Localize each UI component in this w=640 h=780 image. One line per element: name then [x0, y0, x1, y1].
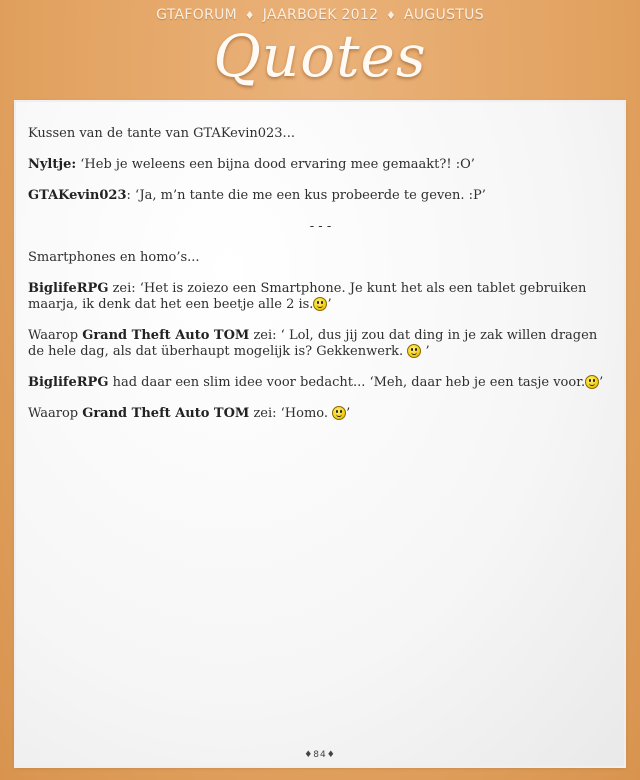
quote-speaker: GTAKevin023 [28, 188, 127, 203]
quote-paragraph [28, 375, 613, 391]
diamond-separator: ♦ [244, 9, 255, 22]
quote-paragraph [28, 328, 613, 360]
smiley-icon [585, 375, 599, 389]
quote-speaker: Grand Theft Auto TOM [82, 406, 250, 421]
quote-prefix: Waarop [28, 328, 83, 343]
page-number: ♦84♦ [304, 750, 336, 760]
smiley-icon [332, 406, 346, 420]
quote-end: ’ [421, 344, 430, 359]
page-title: Quotes [213, 22, 427, 90]
quote-speaker: BiglifeRPG [28, 281, 109, 296]
quote-text: zei: ‘Het is zoiezo een Smartphone. Je kunt het als een tablet gebruiken maarja, ik denk dat het een beetje alle 2 is. [28, 281, 587, 312]
quote-prefix: Waarop [28, 406, 83, 421]
smiley-icon [313, 297, 327, 311]
quote-speaker: Grand Theft Auto TOM [82, 328, 250, 343]
section-title: Kussen van de tante van GTAKevin023... [28, 126, 295, 141]
quote-paragraph [28, 281, 613, 313]
content-panel [16, 102, 624, 766]
quote-text: : ‘Ja, m’n tante die me een kus probeerde te geven. :P’ [126, 188, 486, 203]
quote-paragraph [28, 188, 613, 204]
quote-paragraph [28, 157, 613, 173]
forum-name: GTAFORUM [156, 7, 238, 23]
quote-text: ‘Heb je weleens een bijna dood ervaring mee gemaakt?! :O’ [76, 157, 475, 172]
section-divider: - - - [309, 219, 332, 234]
quote-end: ’ [327, 297, 332, 312]
smiley-icon [407, 344, 421, 358]
yearbook-label: JAARBOEK 2012 [262, 7, 379, 23]
quote-paragraph [28, 406, 613, 422]
diamond-separator: ♦ [386, 9, 397, 22]
quote-end: ’ [599, 375, 604, 390]
quote-speaker: BiglifeRPG [28, 375, 109, 390]
quote-text: had daar een slim idee voor bedacht... ‘Meh, daar heb je een tasje voor. [108, 375, 586, 390]
quote-text: zei: ‘ Lol, dus jij zou dat ding in je zak willen dragen de hele dag, als dat überhaupt mogelijk is? Gekkenwerk. [28, 328, 598, 359]
quote-speaker: Nyltje: [28, 157, 77, 172]
quote-end: ’ [346, 406, 351, 421]
quote-text: zei: ‘Homo. [249, 406, 333, 421]
month-label: AUGUSTUS [403, 7, 484, 23]
quotes-content [28, 126, 613, 437]
section-title: Smartphones en homo’s... [28, 250, 200, 265]
